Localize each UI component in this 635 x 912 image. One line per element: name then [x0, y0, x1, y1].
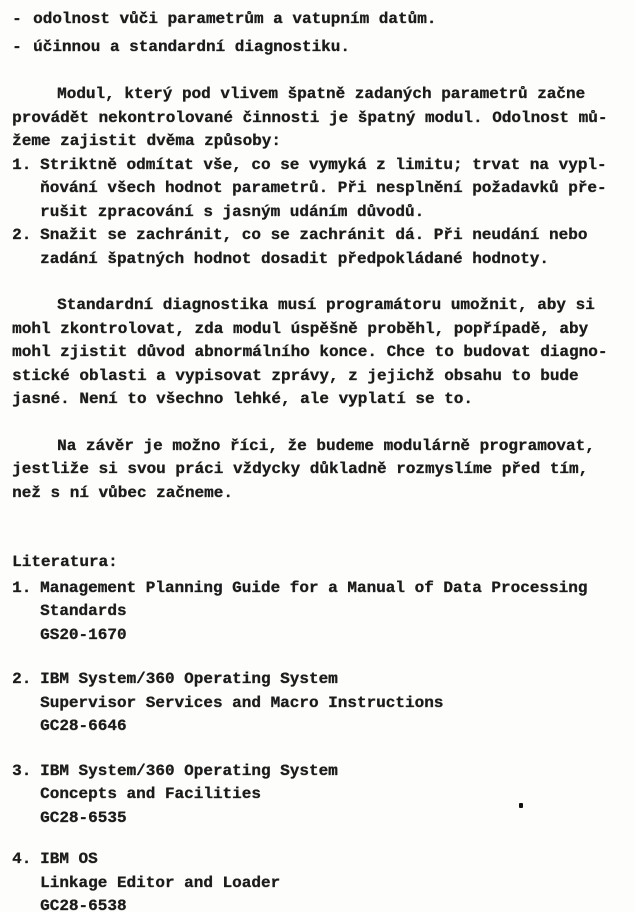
text-line: než s ní vůbec začneme. [12, 483, 233, 502]
literature-item [12, 760, 629, 831]
reference-title-line: IBM System/360 Operating System [40, 670, 338, 688]
reference-title-line: Concepts and Facilities [40, 785, 261, 803]
literature-item [12, 848, 629, 912]
reference-code: GC28-6538 [40, 897, 127, 912]
text-line: rušit zpracování s jasným udáním důvodů. [40, 202, 425, 221]
item-number: 4. [12, 850, 32, 868]
item-text [40, 577, 629, 648]
text-line: Na závěr je možno říci, že budeme modulárně programovat, [57, 436, 595, 455]
text-line: jestliže si svou práci vždycky důkladně rozmyslíme před tím, [12, 460, 589, 478]
text-line: Striktně odmítat vše, co se vymyká z limitu; trvat na vypl- [40, 155, 607, 174]
bullet-text: odolnost vůči parametrům a vatupním datům. [33, 10, 437, 28]
bullet-item [12, 33, 629, 61]
text-line: jasné. Není to všechno lehké, ale vyplatí se to. [12, 390, 473, 408]
text-line: provádět nekontrolované činnosti je špatný modul. Odolnost mů- [12, 108, 608, 127]
paragraph-zaver [12, 435, 629, 506]
text-line: ňování všech hodnot parametrů. Při nesplnění požadavků pře- [40, 179, 607, 197]
intro-bullet-list [12, 5, 629, 61]
text-line: zadání špatných hodnot dosadit předpokládané hodnoty. [40, 249, 549, 268]
bullet-text: účinnou a standardní diagnostiku. [33, 38, 350, 56]
item-text [40, 154, 629, 225]
literature-item [12, 668, 629, 739]
reference-title-line: IBM System/360 Operating System [40, 761, 338, 780]
text-line: žeme zajistit dvěma způsoby: [12, 132, 281, 150]
item-text [40, 848, 629, 912]
text-line: mohl zkontrolovat, zda modul úspěšně proběhl, popřípadě, aby [12, 319, 589, 338]
reference-title-line: Linkage Editor and Loader [40, 873, 281, 892]
dash-bullet-marker: - [12, 38, 22, 56]
item-number: 2. [12, 226, 32, 244]
item-text [40, 224, 629, 271]
scan-artifact-dot [519, 803, 523, 808]
text-line: mohl zjistit důvod abnormálního konce. Chce to budovat diagno- [12, 343, 608, 361]
numbered-list [12, 154, 629, 272]
bullet-item [12, 5, 629, 33]
reference-title-line: Management Planning Guide for a Manual of Data Processing [40, 578, 588, 597]
reference-code: GC28-6646 [40, 717, 127, 735]
literature-heading: Literatura: [12, 553, 118, 571]
item-number: 2. [12, 670, 32, 688]
reference-title-line: Standards [40, 602, 127, 620]
dash-bullet-marker: - [12, 10, 22, 28]
item-number: 1. [12, 155, 32, 174]
paragraph-diagnostika [12, 294, 629, 412]
reference-code: GC28-6535 [40, 808, 127, 827]
text-line: Standardní diagnostika musí programátoru umožnit, aby si [57, 296, 595, 314]
reference-title-line: Supervisor Services and Macro Instructions [40, 693, 444, 712]
item-text [40, 668, 629, 739]
item-number: 1. [12, 578, 32, 597]
item-number: 3. [12, 761, 32, 780]
numbered-item [12, 154, 629, 225]
text-line: Snažit se zachránit, co se zachránit dá. Při neudání nebo [40, 226, 588, 244]
paragraph-modul [12, 83, 629, 154]
text-line: Modul, který pod vlivem špatně zadaných parametrů začne [57, 85, 586, 103]
text-line: stické oblasti a vypisovat zprávy, z jejichž obsahu to bude [12, 366, 579, 385]
literature-item [12, 577, 629, 648]
item-text [40, 760, 629, 831]
reference-code: GS20-1670 [40, 625, 127, 644]
reference-title-line: IBM OS [40, 850, 98, 868]
numbered-item [12, 224, 629, 271]
